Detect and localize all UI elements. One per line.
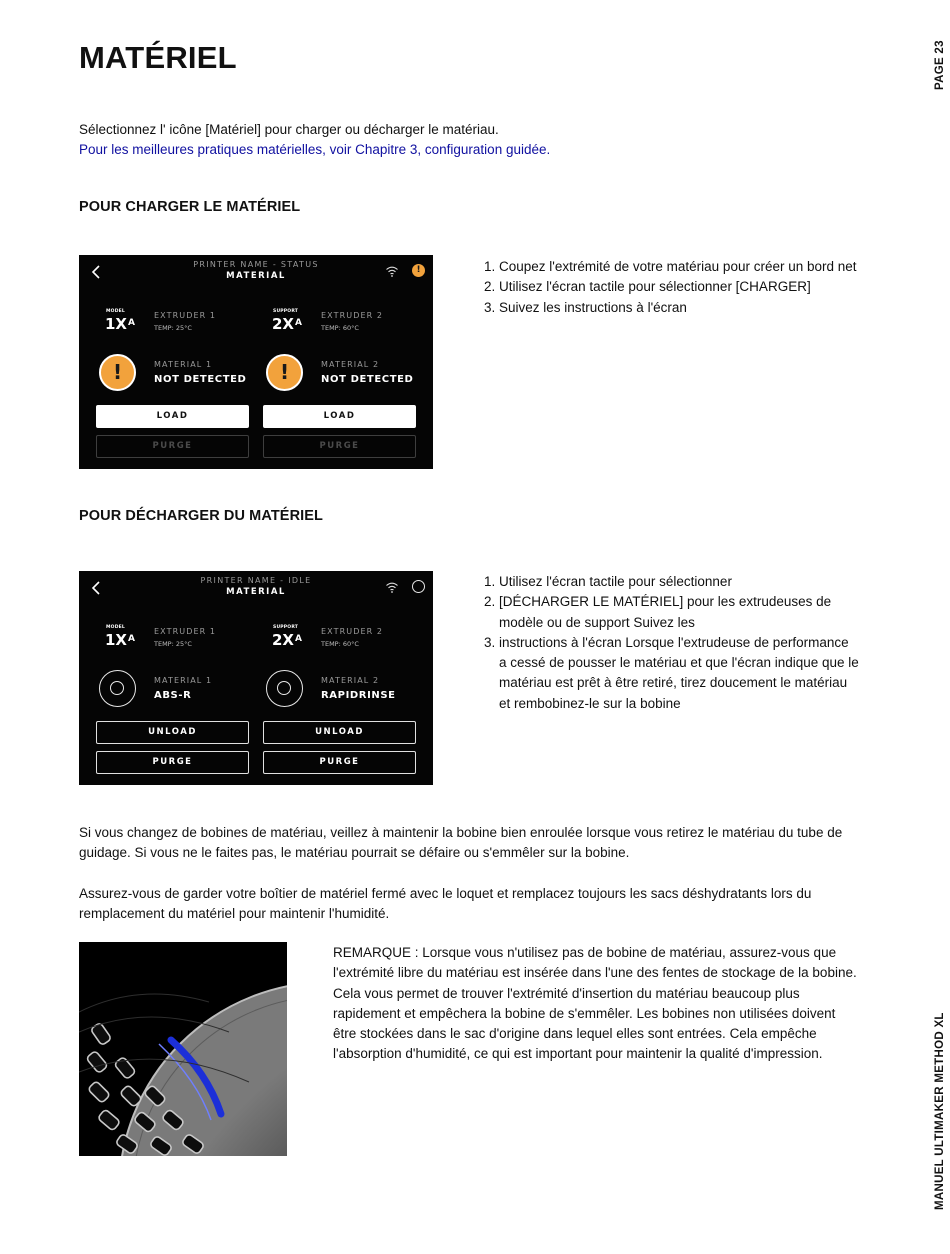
extruder-name: EXTRUDER 2 — [321, 311, 384, 320]
extruder-tag: MODEL — [106, 625, 125, 630]
screen-title: MATERIAL — [226, 271, 286, 281]
load-button[interactable]: LOAD — [263, 405, 416, 428]
page-number: PAGE 23 — [934, 40, 946, 90]
screen-title: MATERIAL — [226, 587, 286, 597]
purge-button[interactable]: PURGE — [96, 435, 249, 458]
spool-icon — [266, 670, 303, 707]
extruder-tag: SUPPORT — [273, 309, 299, 314]
spool-icon — [99, 670, 136, 707]
material-status: ABS-R — [154, 690, 192, 701]
spool-photo — [79, 942, 287, 1156]
material-name: MATERIAL 2 — [321, 676, 380, 685]
screen-subtitle: PRINTER NAME - IDLE — [200, 576, 312, 585]
extruder-tag: SUPPORT — [273, 625, 299, 630]
unload-section-heading: POUR DÉCHARGER DU MATÉRIEL — [79, 508, 324, 524]
extruder-name: EXTRUDER 1 — [154, 627, 217, 636]
guided-setup-link[interactable]: Pour les meilleures pratiques matérielles, voir Chapitre 3, configuration guidée. — [79, 142, 551, 158]
page-title: MATÉRIEL — [79, 40, 237, 75]
manual-name: MANUEL ULTIMAKER METHOD XL — [934, 1012, 946, 1210]
extruder-type: $1X^A$ — [105, 631, 135, 649]
material-status: NOT DETECTED — [154, 374, 247, 385]
load-screen — [79, 255, 433, 469]
screen-subtitle: PRINTER NAME - STATUS — [193, 260, 319, 269]
material-name: MATERIAL 1 — [154, 360, 213, 369]
material-status: NOT DETECTED — [321, 374, 414, 385]
extruder-name: EXTRUDER 1 — [154, 311, 217, 320]
material-name: MATERIAL 1 — [154, 676, 213, 685]
intro-text — [79, 120, 859, 161]
extruder-type: $1X^A$ — [105, 315, 135, 333]
alert-icon[interactable]: ! — [412, 264, 425, 277]
extruder-1-column — [96, 255, 256, 469]
unload-button[interactable]: UNLOAD — [263, 721, 416, 744]
unload-step: 3. instructions à l'écran Lorsque l'extrudeuse de performance a cessé de pousser le matériau et que l'écran indique que le matériau est prêt à être retiré, tirez doucement le matériau et rembobinez-le sur la bobine — [499, 633, 859, 714]
extruder-temp: TEMP: 60°C — [321, 640, 359, 648]
spool-change-paragraph: Si vous changez de bobines de matériau, veillez à maintenir la bobine bien enroulée lorsque vous retirez le matériau du tube de guidage. Si vous ne le faites pas, le matériau pourrait se défaire ou s'emmêler sur la bobine. — [79, 825, 843, 861]
extruder-temp: TEMP: 25°C — [154, 640, 192, 648]
load-steps — [481, 257, 859, 318]
extruder-tag: MODEL — [106, 309, 125, 314]
load-button[interactable]: LOAD — [96, 405, 249, 428]
unload-step: 1. Utilisez l'écran tactile pour sélectionner — [499, 572, 859, 592]
intro-line: Sélectionnez l' icône [Matériel] pour charger ou décharger le matériau. — [79, 122, 499, 137]
extruder-2-column — [263, 255, 423, 469]
load-step: 3. Suivez les instructions à l'écran — [499, 298, 859, 318]
load-step: 1. Coupez l'extrémité de votre matériau pour créer un bord net — [499, 257, 859, 277]
warning-icon: ! — [99, 354, 136, 391]
extruder-temp: TEMP: 60°C — [321, 324, 359, 332]
unload-steps — [481, 572, 859, 714]
material-name: MATERIAL 2 — [321, 360, 380, 369]
purge-button[interactable]: PURGE — [96, 751, 249, 774]
extruder-type: $2X^A$ — [272, 315, 302, 333]
extruder-temp: TEMP: 25°C — [154, 324, 192, 332]
extruder-type: $2X^A$ — [272, 631, 302, 649]
unload-step: 2. [DÉCHARGER LE MATÉRIEL] pour les extrudeuses de modèle ou de support Suivez les — [499, 592, 859, 633]
load-step: 2. Utilisez l'écran tactile pour sélectionner [CHARGER] — [499, 277, 859, 297]
unload-button[interactable]: UNLOAD — [96, 721, 249, 744]
load-section-heading: POUR CHARGER LE MATÉRIEL — [79, 199, 301, 215]
material-status: RAPIDRINSE — [321, 690, 396, 701]
warning-icon: ! — [266, 354, 303, 391]
case-closed-paragraph: Assurez-vous de garder votre boîtier de matériel fermé avec le loquet et remplacez toujours les sacs déshydratants lors du remplacement du matériel pour maintenir l'humidité. — [79, 886, 812, 922]
extruder-2-column — [263, 571, 423, 785]
purge-button[interactable]: PURGE — [263, 751, 416, 774]
extruder-name: EXTRUDER 2 — [321, 627, 384, 636]
extruder-1-column — [96, 571, 256, 785]
purge-button[interactable]: PURGE — [263, 435, 416, 458]
note-paragraph: REMARQUE : Lorsque vous n'utilisez pas de bobine de matériau, assurez-vous que l'extrémité libre du matériau est insérée dans l'une des fentes de stockage de la bobine. Cela vous permet de trouver l'extrémité d'insertion du matériau beaucoup plus rapidement et empêchera la bobine de s'emmêler. Les bobines non utilisées doivent être stockées dans le sac d'origine dans lequel elles sont entrées. Cela empêche l'absorption d'humidité, ce qui est important pour maintenir la qualité d'impression. — [333, 945, 857, 1062]
unload-screen — [79, 571, 433, 785]
